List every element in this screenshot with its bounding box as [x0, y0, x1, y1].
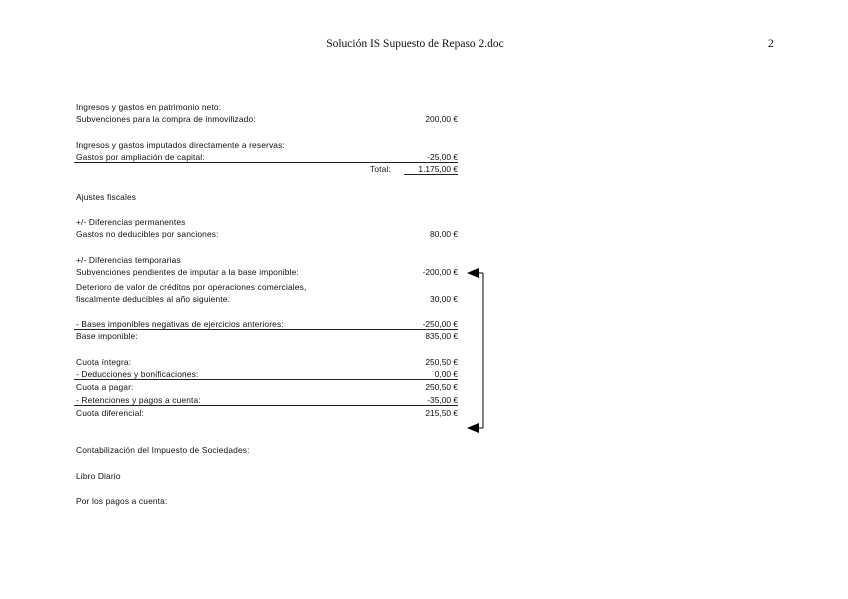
amount-value: 835,00 € — [425, 331, 458, 341]
text-line: Ingresos y gastos en patrimonio neto: — [76, 102, 222, 112]
amount-value: -35,00 € — [427, 395, 458, 405]
text-line: Subvenciones pendientes de imputar a la base imponible: — [76, 267, 299, 277]
text-line: +/- Diferencias temporarias — [76, 255, 181, 265]
amount-value: 250,50 € — [425, 382, 458, 392]
amount-value: 80,00 € — [430, 229, 458, 239]
amount-value: 0,00 € — [434, 369, 458, 379]
underline-rule — [74, 162, 458, 163]
text-line: - Retenciones y pagos a cuenta: — [76, 395, 201, 405]
text-line: - Deducciones y bonificaciones: — [76, 369, 199, 379]
text-line: +/- Diferencias permanentes — [76, 217, 186, 227]
amount-value: 250,50 € — [425, 357, 458, 367]
text-line: fiscalmente deducibles al año siguiente: — [76, 294, 231, 304]
amount-value: -25,00 € — [427, 152, 458, 162]
amount-value: 215,50 € — [425, 408, 458, 418]
section-heading: Ajustes fiscales — [76, 192, 137, 202]
text-line: Ingresos y gastos imputados directamente a reservas: — [76, 140, 285, 150]
text-line: Deterioro de valor de créditos por operaciones comerciales, — [76, 282, 307, 292]
document-header-title: Solución IS Supuesto de Repaso 2.doc — [326, 38, 504, 50]
amount-value: -200,00 € — [422, 267, 458, 277]
total-value: 1.175,00 € — [418, 164, 458, 174]
text-line: Subvenciones para la compra de inmovilizado: — [76, 114, 256, 124]
amount-value: 200,00 € — [425, 114, 458, 124]
underline-rule — [74, 405, 458, 406]
text-line: Gastos por ampliación de capital: — [76, 152, 205, 162]
section-heading: Por los pagos a cuenta: — [76, 496, 168, 506]
section-heading: Contabilización del Impuesto de Sociedades: — [76, 445, 250, 455]
page-number: 2 — [768, 38, 774, 50]
underline-rule — [74, 329, 458, 330]
text-line: - Bases imponibles negativas de ejercicios anteriores: — [76, 319, 284, 329]
total-label: Total: — [370, 164, 391, 174]
section-heading: Libro Diario — [76, 471, 121, 481]
underline-rule — [404, 174, 458, 175]
text-line: Base imponible: — [76, 331, 138, 341]
text-line: Cuota diferencial: — [76, 408, 144, 418]
underline-rule — [74, 379, 458, 380]
bracket-arrow-icon — [462, 265, 492, 435]
amount-value: 30,00 € — [430, 294, 458, 304]
amount-value: -250,00 € — [422, 319, 458, 329]
text-line: Cuota a pagar: — [76, 382, 134, 392]
text-line: Cuota íntegra: — [76, 357, 132, 367]
text-line: Gastos no deducibles por sanciones: — [76, 229, 219, 239]
